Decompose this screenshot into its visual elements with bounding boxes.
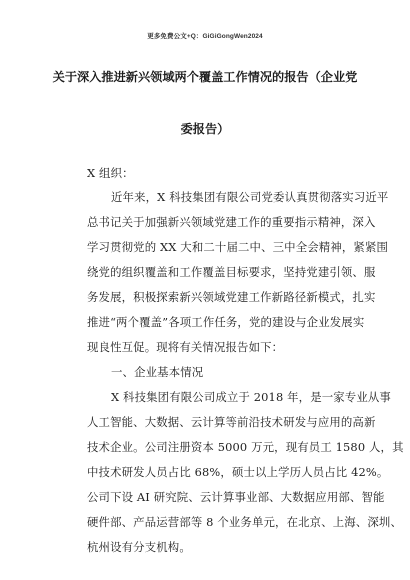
section-heading: 一、企业基本情况: [111, 365, 204, 379]
paragraph-line: 技术企业。公司注册资本 5000 万元，现有员工 1580 人，其: [87, 440, 404, 454]
salutation: X 组织：: [87, 166, 134, 180]
paragraph-line: 务发展，积极探索新兴领域党建工作新路径新模式，扎实: [87, 290, 376, 304]
paragraph-line: 绕党的组织覆盖和工作覆盖目标要求，坚持党建引领、服: [87, 265, 376, 279]
paragraph-line: 推进“两个覆盖”各项工作任务，党的建设与企业发展实: [87, 315, 365, 329]
paragraph-line: 近年来，X 科技集团有限公司党委认真贯彻落实习近平: [111, 190, 389, 204]
header-watermark: 更多免费公文+Q：GiGiGongWen2024: [147, 33, 263, 40]
document-title-line-1: 关于深入推进新兴领域两个覆盖工作情况的报告（企业党: [52, 70, 358, 84]
paragraph-line: 现良性互促。现将有关情况报告如下：: [87, 340, 284, 354]
paragraph-line: 总书记关于加强新兴领域党建工作的重要指示精神，深入: [87, 215, 376, 229]
paragraph-line: 杭州设有分支机构。: [87, 540, 191, 554]
document-title-line-2: 委报告）: [180, 122, 230, 136]
paragraph-line: 硬件部、产品运营部等 8 个业务单元，在北京、上海、深圳、: [87, 515, 402, 529]
paragraph-line: 中技术研发人员占比 68%，硕士以上学历人员占比 42%。: [87, 465, 389, 479]
paragraph-line: 人工智能、大数据、云计算等前沿技术研发与应用的高新: [87, 415, 376, 429]
paragraph-line: X 科技集团有限公司成立于 2018 年，是一家专业从事: [111, 390, 391, 404]
paragraph-line: 公司下设 AI 研究院、云计算事业部、大数据应用部、智能: [87, 490, 385, 504]
paragraph-line: 学习贯彻党的 XX 大和二十届二中、三中全会精神，紧紧围: [87, 240, 389, 254]
